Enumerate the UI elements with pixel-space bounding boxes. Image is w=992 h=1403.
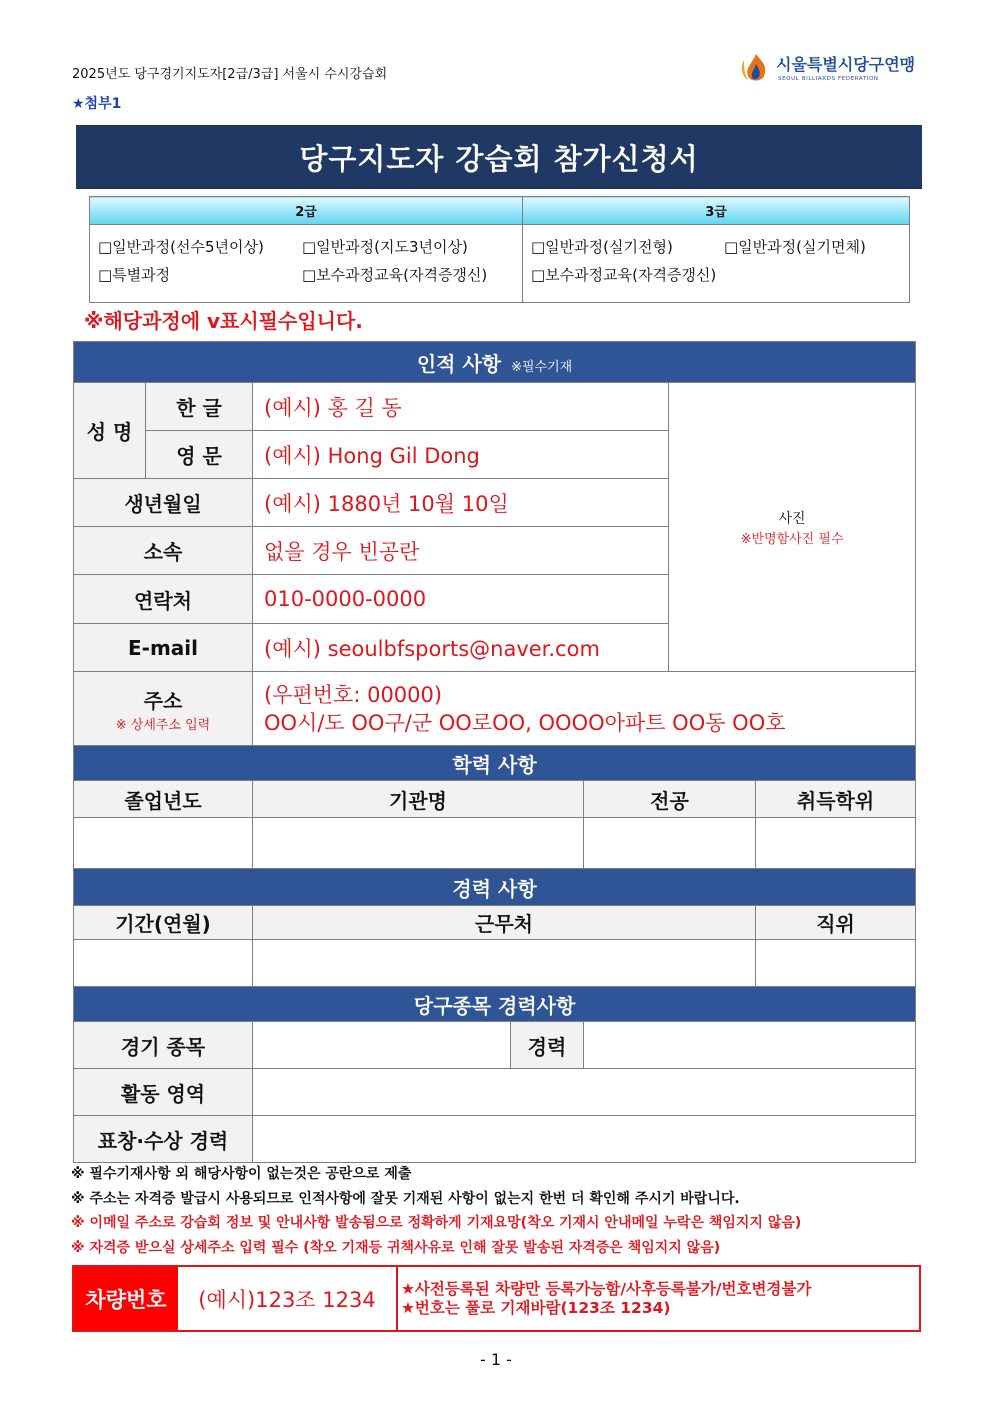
note-item: ※ 자격증 받으실 상세주소 입력 필수 (착오 기재등 귀책사유로 인해 잘못 발송된 자격증은 책임지지 않음): [71, 1239, 721, 1256]
flame-logo-icon: [738, 50, 774, 86]
personal-section-header: [74, 342, 916, 383]
institution-header: 기관명: [253, 781, 584, 818]
grade3-general-exempt-checkbox[interactable]: □일반과정(실기면체): [724, 238, 866, 256]
major-header: 전공: [584, 781, 756, 818]
period-field[interactable]: [74, 940, 253, 987]
position-header: 직위: [756, 906, 916, 940]
birth-label: 생년월일: [74, 479, 253, 527]
contact-field[interactable]: 010-0000-0000: [253, 575, 669, 624]
affiliation-label: 소속: [74, 527, 253, 575]
address-label: 주소: [143, 688, 183, 713]
form-title: 당구지도자 강습회 참가신청서: [76, 125, 922, 189]
event-field[interactable]: [253, 1022, 511, 1069]
korean-name-field[interactable]: (예시) 홍 길 동: [253, 383, 669, 431]
grade2-header: 2급: [90, 197, 523, 225]
billiards-section-header: 당구종목 경력사항: [74, 987, 916, 1022]
grade2-renewal-checkbox[interactable]: □보수과정교육(자격증갱신): [302, 266, 488, 284]
award-field[interactable]: [253, 1116, 916, 1163]
activity-field[interactable]: [253, 1069, 916, 1116]
english-name-field[interactable]: (예시) Hong Gil Dong: [253, 431, 669, 479]
address-note: ※ 상세주소 입력: [115, 717, 211, 733]
personal-section-note: ※필수기재: [511, 359, 573, 375]
vehicle-note-2: ★번호는 풀로 기재바람(123조 1234): [401, 1298, 671, 1317]
period-header: 기간(연월): [74, 906, 253, 940]
degree-field[interactable]: [756, 818, 916, 869]
graduation-year-header: 졸업년도: [74, 781, 253, 818]
vehicle-label: 차량번호: [74, 1267, 178, 1330]
document-header: 2025년도 당구경기지도자[2급/3급] 서울시 수시강습회: [72, 67, 388, 82]
position-field[interactable]: [756, 940, 916, 987]
grade3-header: 3급: [523, 197, 910, 225]
workplace-field[interactable]: [253, 940, 756, 987]
note-item: ※ 주소는 자격증 발급시 사용되므로 인적사항에 잘못 기재된 사항이 없는지 한번 더 확인해 주시기 바랍니다.: [71, 1190, 740, 1207]
photo-note: ※반명함사진 필수: [740, 531, 844, 547]
english-name-label: 영 문: [146, 431, 253, 479]
page-number: - 1 -: [480, 1350, 512, 1369]
grade3-options: [523, 225, 910, 303]
personal-section-title: 인적 사항: [416, 351, 502, 376]
award-label: 표창·수상 경력: [74, 1116, 253, 1163]
event-label: 경기 종목: [74, 1022, 253, 1069]
affiliation-field[interactable]: 없을 경우 빈공란: [253, 527, 669, 575]
vehicle-notes: [398, 1267, 919, 1330]
grade-course-table: [89, 196, 910, 303]
vehicle-note-1: ★사전등록된 차량만 등록가능함/사후등록불가/번호변경불가: [401, 1279, 812, 1298]
address-field[interactable]: [253, 672, 916, 746]
career-years-field[interactable]: [584, 1022, 916, 1069]
vehicle-number-field[interactable]: (예시)123조 1234: [178, 1267, 398, 1330]
logo-subtext: SEOUL BILLIARDS FEDERATION: [778, 76, 879, 82]
name-label: 성 명: [74, 383, 146, 479]
email-field[interactable]: (예시) seoulbfsports@naver.com: [253, 624, 669, 672]
attachment-label: ★첨부1: [72, 96, 122, 112]
birth-field[interactable]: (예시) 1880년 10월 10일: [253, 479, 669, 527]
photo-box[interactable]: [669, 383, 916, 672]
required-check-notice: ※해당과정에 v표시필수입니다.: [84, 309, 363, 333]
major-field[interactable]: [584, 818, 756, 869]
note-item: ※ 필수기재사항 외 해당사항이 없는것은 공란으로 제출: [71, 1166, 412, 1182]
photo-label: 사진: [778, 510, 806, 527]
vehicle-number-box: [72, 1265, 921, 1332]
degree-header: 취득학위: [756, 781, 916, 818]
korean-name-label: 한 글: [146, 383, 253, 431]
grade3-general-practical-checkbox[interactable]: □일반과정(실기전형): [531, 238, 673, 256]
address-zip: (우편번호: 00000): [264, 682, 443, 707]
grade3-renewal-checkbox[interactable]: □보수과정교육(자격증갱신): [531, 266, 717, 284]
grade2-special-checkbox[interactable]: □특별과정: [98, 266, 171, 284]
graduation-year-field[interactable]: [74, 818, 253, 869]
career-section-header: 경력 사항: [74, 869, 916, 906]
address-label-cell: [74, 672, 253, 746]
grade2-general-coach-checkbox[interactable]: □일반과정(지도3년이상): [302, 238, 468, 256]
email-label: E-mail: [74, 624, 253, 672]
activity-label: 활동 영역: [74, 1069, 253, 1116]
institution-field[interactable]: [253, 818, 584, 869]
grade2-general-player-checkbox[interactable]: □일반과정(선수5년이상): [98, 238, 264, 256]
address-value: OO시/도 OO구/군 OO로OO, OOOO아파트 OO동 OO호: [264, 710, 786, 735]
grade2-options: [90, 225, 523, 303]
note-item: ※ 이메일 주소로 강습회 정보 및 안내사항 발송됨으로 정확하게 기재요망(착오 기재시 안내메일 누락은 책임지지 않음): [71, 1215, 802, 1231]
logo-text: 시울특별시당구연맹: [776, 55, 916, 74]
education-section-header: 학력 사항: [74, 746, 916, 781]
federation-logo: [738, 50, 928, 90]
workplace-header: 근무처: [253, 906, 756, 940]
notes-block: [71, 1162, 801, 1260]
contact-label: 연락처: [74, 575, 253, 624]
application-form-table: [73, 341, 916, 1163]
career-years-label: 경력: [511, 1022, 584, 1069]
